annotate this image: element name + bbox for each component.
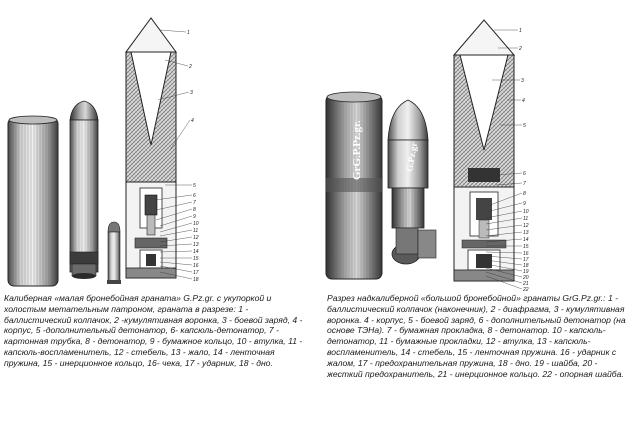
right-callout-2: 2 [519, 46, 522, 52]
right-figure-caption: Разрез надкалиберной «большой бронебойной» гранаты GrG.Pz.gr.: 1 - баллистический колпачок (наконечник), 2 - диафрагма, 3 - кумулятивная воронка. 4 - корпус, 5 - боевой заряд, 6 - дополнительный детонатор (на основе ТЭНа). 7 - бумажная прокладка, 8 - детонатор. 10 - капсюль-детонатор, 11 - бумажные прокладки, 12 - втулка, 13 - капсюль-воспламенитель, 14 - стебель, 15 - ленточная пружина. 16 - ударник с жалом, 17 - предохранительная пружина, 18 - дно. 19 - шайба, 20 - жесткий предохранитель, 21 - инерционное кольцо. 22 - опорная шайба. [327, 293, 626, 379]
right-callout-numbers [518, 28, 529, 293]
left-callout-9: 9 [193, 214, 196, 220]
right-callout-11: 11 [523, 216, 529, 222]
left-callout-15: 15 [193, 256, 199, 262]
left-callout-8: 8 [193, 207, 196, 213]
left-cross-section [126, 18, 176, 278]
left-callout-13: 13 [193, 242, 199, 248]
right-callout-20: 20 [523, 275, 529, 281]
right-callout-22: 22 [523, 287, 529, 293]
left-callout-6: 6 [193, 193, 196, 199]
left-figure-caption: Калиберная «малая бронебойная граната» G.Pz.gr. с укупоркой и холостым метательным патроном, граната в разрезе: 1 - баллистический колпачок, 2 -кумулятивная воронка, 3 - боевой заряд, 4 - корпус, 5 -дополнительный детонатор, 6- капсюль-детонатор, 7 - картонная трубка, 8 - детонатор, 9 - бумажное кольцо, 10 - втулка, 11 - капсюль-воспламенитель, 12 - стебель, 13 - жало, 14 - ленточная пружина, 15 - инерционное кольцо, 16- чека, 17 - ударник, 18 - дно. [4, 293, 303, 368]
right-callout-13: 13 [523, 230, 529, 236]
container-marking: GrG.P.Pz.gr. [351, 120, 363, 180]
right-callout-12: 12 [523, 223, 529, 229]
left-grenade [70, 101, 98, 279]
right-container [326, 92, 382, 279]
right-callout-3: 3 [521, 78, 524, 84]
right-callout-7: 7 [523, 181, 526, 187]
left-callout-16: 16 [193, 263, 199, 269]
left-callout-14: 14 [193, 249, 199, 255]
right-callout-6: 6 [523, 171, 526, 177]
left-callout-numbers [187, 30, 199, 283]
left-figure [8, 18, 199, 286]
right-callout-4: 4 [522, 98, 525, 104]
right-callout-10: 10 [523, 209, 529, 215]
right-callout-16: 16 [523, 251, 529, 257]
left-callout-18: 18 [193, 277, 199, 283]
left-callout-4: 4 [191, 118, 194, 124]
right-callout-19: 19 [523, 269, 529, 275]
left-callout-10: 10 [193, 221, 199, 227]
right-callout-9: 9 [523, 201, 526, 207]
right-grenade [388, 100, 436, 264]
right-cross-section [454, 20, 514, 281]
left-container [8, 116, 58, 286]
left-callout-2: 2 [189, 64, 192, 70]
left-callout-7: 7 [193, 200, 196, 206]
right-callout-8: 8 [523, 191, 526, 197]
left-blank-cartridge [107, 222, 121, 284]
left-callout-17: 17 [193, 270, 199, 276]
right-figure [326, 20, 529, 293]
right-callout-14: 14 [523, 237, 529, 243]
left-callout-11: 11 [193, 228, 199, 234]
left-callout-5: 5 [193, 183, 196, 189]
right-callout-5: 5 [523, 123, 526, 129]
left-callout-1: 1 [187, 30, 190, 36]
left-callout-3: 3 [190, 90, 193, 96]
right-callout-17: 17 [523, 257, 529, 263]
right-callout-21: 21 [523, 281, 529, 287]
right-callout-18: 18 [523, 263, 529, 269]
grenade-marking: G.Pz.gr [404, 141, 420, 173]
right-callout-1: 1 [519, 28, 522, 34]
right-callout-15: 15 [523, 244, 529, 250]
left-callout-12: 12 [193, 235, 199, 241]
